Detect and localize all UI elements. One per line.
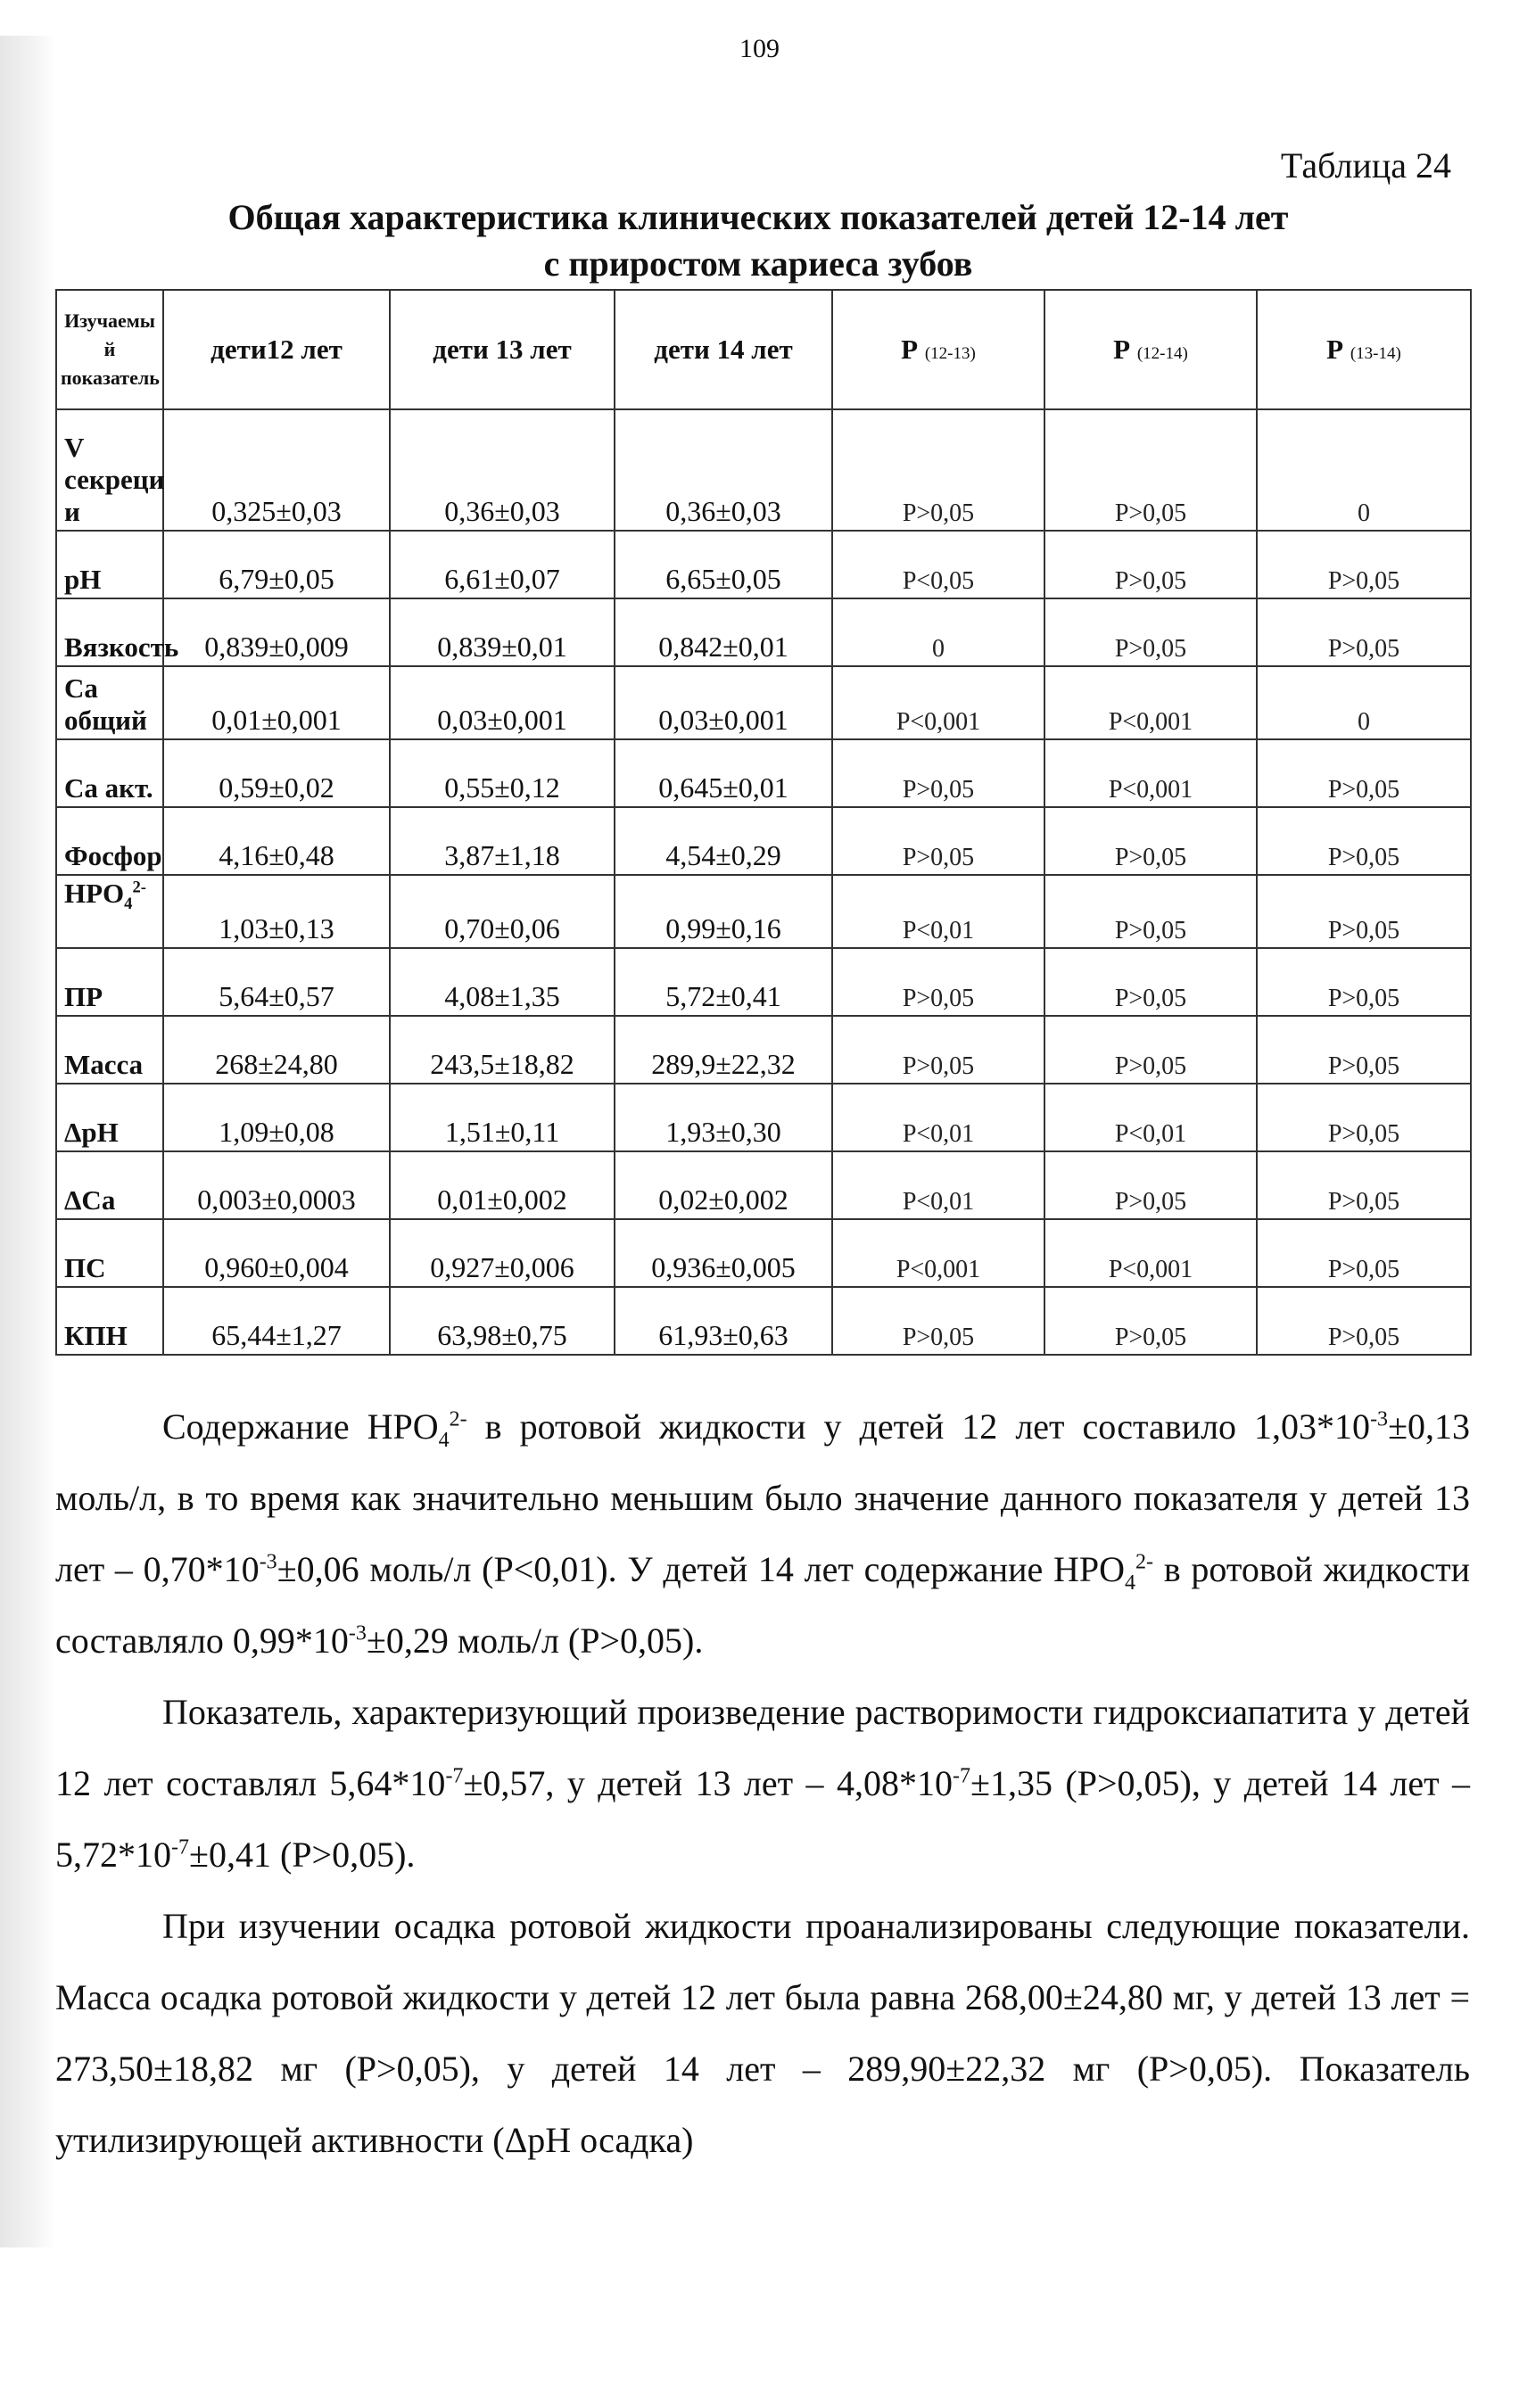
paragraph-solubility: Показатель, характеризующий произведение растворимости гидроксиапатита у детей 12 лет составлял $5,64*10^{-7}\pm 0,57$, у детей 13 лет – $4,08*10^{-7}\pm 1,35$ (Р>0,05), у детей 14 лет – $5,72*10^{-7}\pm 0,41$ (Р>0,05). xyxy=(55,1692,1470,1875)
cell-p: P>0,05 xyxy=(832,1016,1044,1084)
cell-p: P>0,05 xyxy=(1044,598,1257,666)
cell-p: P>0,05 xyxy=(1257,1151,1471,1219)
cell-value: 6,65±0,05 xyxy=(615,531,832,598)
row-label: Фосфор xyxy=(56,807,163,875)
paragraph-hpo4: Содержание $HPO_4^{2-}$ в ротовой жидкости у детей 12 лет составило $1,03*10^{-3}\pm 0,13$ моль/л, в то время как значительно меньшим было значение данного показателя у детей 13 лет – $0,70*10^{-3}\pm 0,06$ моль/л (Р<0,01). У детей 14 лет содержание $HPO_4^{2-}$ в ротовой жидкости составляло $0,99*10^{-3}\pm 0,29$ моль/л (Р>0,05). xyxy=(55,1406,1471,1661)
cell-p: P<0,001 xyxy=(832,1219,1044,1287)
cell-value: 5,72±0,41 xyxy=(615,948,832,1016)
cell-p: P>0,05 xyxy=(1257,1287,1471,1355)
paragraph-sediment: При изучении осадка ротовой жидкости проанализированы следующие показатели. Масса осадка ротовой жидкости у детей 12 лет была равна 268,00±24,80 мг, у детей 13 лет = 273,50±18,82 мг (Р>0,05), у детей 14 лет – 289,90±22,32 мг (Р>0,05). Показатель утилизирующей активности (ΔрН осадка) xyxy=(55,1906,1470,2160)
cell-value: 0,02±0,002 xyxy=(615,1151,832,1219)
row-label: КПН xyxy=(56,1287,163,1355)
table-row xyxy=(56,1287,1471,1355)
cell-value: 4,08±1,35 xyxy=(390,948,615,1016)
cell-value: 0,839±0,01 xyxy=(390,598,615,666)
cell-p: P>0,05 xyxy=(1257,807,1471,875)
cell-p: P>0,05 xyxy=(1257,531,1471,598)
cell-p: P>0,05 xyxy=(1044,409,1257,531)
cell-p: P>0,05 xyxy=(1257,598,1471,666)
cell-value: 0,70±0,06 xyxy=(390,875,615,948)
cell-value: 4,54±0,29 xyxy=(615,807,832,875)
row-label: ПС xyxy=(56,1219,163,1287)
scan-shadow xyxy=(0,36,55,2247)
cell-value: 0,645±0,01 xyxy=(615,739,832,807)
cell-value: 0,003±0,0003 xyxy=(163,1151,390,1219)
cell-p: P>0,05 xyxy=(1044,1016,1257,1084)
header-children-12: дети12 лет xyxy=(163,290,390,409)
cell-p: P>0,05 xyxy=(1044,1151,1257,1219)
table-row xyxy=(56,409,1471,531)
cell-p: P>0,05 xyxy=(1044,807,1257,875)
header-children-13: дети 13 лет xyxy=(390,290,615,409)
cell-value: 4,16±0,48 xyxy=(163,807,390,875)
cell-value: 0,03±0,001 xyxy=(390,666,615,739)
header-indicator: Изучаемы й показатель xyxy=(56,290,163,409)
cell-p: 0 xyxy=(1257,666,1471,739)
cell-value: 6,61±0,07 xyxy=(390,531,615,598)
table-row xyxy=(56,1219,1471,1287)
table-title xyxy=(125,194,1391,287)
table-row xyxy=(56,1084,1471,1151)
cell-value: 0,960±0,004 xyxy=(163,1219,390,1287)
table-caption: Таблица 24 xyxy=(1280,145,1451,186)
cell-value: 0,325±0,03 xyxy=(163,409,390,531)
page-number: 109 xyxy=(739,34,780,63)
cell-p: P>0,05 xyxy=(832,409,1044,531)
cell-p: P<0,01 xyxy=(1044,1084,1257,1151)
row-label: ΔрН xyxy=(56,1084,163,1151)
cell-p: P>0,05 xyxy=(832,1287,1044,1355)
cell-p: P>0,05 xyxy=(832,948,1044,1016)
body-text xyxy=(55,1391,1470,2176)
cell-p: P>0,05 xyxy=(1257,1016,1471,1084)
row-label: рН xyxy=(56,531,163,598)
cell-p: P<0,01 xyxy=(832,1084,1044,1151)
cell-p: P>0,05 xyxy=(1044,1287,1257,1355)
cell-p: P>0,05 xyxy=(1044,531,1257,598)
cell-p: P<0,001 xyxy=(1044,739,1257,807)
cell-value: 0,839±0,009 xyxy=(163,598,390,666)
cell-value: 0,01±0,002 xyxy=(390,1151,615,1219)
row-label: Масса xyxy=(56,1016,163,1084)
cell-value: 0,03±0,001 xyxy=(615,666,832,739)
cell-value: 0,936±0,005 xyxy=(615,1219,832,1287)
row-label: Вязкость xyxy=(56,598,163,666)
cell-p: P>0,05 xyxy=(1257,1084,1471,1151)
cell-p: P>0,05 xyxy=(1257,875,1471,948)
cell-value: 0,01±0,001 xyxy=(163,666,390,739)
header-p-13-14: Р (13-14) xyxy=(1257,290,1471,409)
header-p-12-14: Р (12-14) xyxy=(1044,290,1257,409)
cell-p: P<0,01 xyxy=(832,1151,1044,1219)
row-label: ПР xyxy=(56,948,163,1016)
row-label: ΔCa xyxy=(56,1151,163,1219)
header-p-12-13: Р (12-13) xyxy=(832,290,1044,409)
cell-value: 1,51±0,11 xyxy=(390,1084,615,1151)
row-label: V секреци и xyxy=(56,409,163,531)
cell-value: 5,64±0,57 xyxy=(163,948,390,1016)
cell-value: 0,842±0,01 xyxy=(615,598,832,666)
cell-p: P>0,05 xyxy=(1257,948,1471,1016)
cell-p: P<0,001 xyxy=(832,666,1044,739)
cell-value: 268±24,80 xyxy=(163,1016,390,1084)
cell-value: 0,59±0,02 xyxy=(163,739,390,807)
table-row xyxy=(56,1151,1471,1219)
cell-p: P>0,05 xyxy=(1044,875,1257,948)
cell-value: 0,55±0,12 xyxy=(390,739,615,807)
cell-p: P>0,05 xyxy=(832,739,1044,807)
table-header-row xyxy=(56,290,1471,409)
cell-p: P>0,05 xyxy=(1257,1219,1471,1287)
table-row xyxy=(56,598,1471,666)
cell-p: P>0,05 xyxy=(832,807,1044,875)
cell-p: P<0,001 xyxy=(1044,1219,1257,1287)
table-row xyxy=(56,739,1471,807)
table-row xyxy=(56,875,1471,948)
cell-p: P<0,01 xyxy=(832,875,1044,948)
cell-value: 61,93±0,63 xyxy=(615,1287,832,1355)
cell-value: 6,79±0,05 xyxy=(163,531,390,598)
row-label: Са акт. xyxy=(56,739,163,807)
cell-value: 0,36±0,03 xyxy=(615,409,832,531)
table-row xyxy=(56,948,1471,1016)
clinical-indicators-table xyxy=(55,289,1472,1356)
row-label: Са общий xyxy=(56,666,163,739)
cell-p: 0 xyxy=(832,598,1044,666)
table-row xyxy=(56,531,1471,598)
table-row xyxy=(56,1016,1471,1084)
cell-value: 0,36±0,03 xyxy=(390,409,615,531)
cell-value: 3,87±1,18 xyxy=(390,807,615,875)
table-row xyxy=(56,666,1471,739)
header-children-14: дети 14 лет xyxy=(615,290,832,409)
cell-value: 1,09±0,08 xyxy=(163,1084,390,1151)
table-title-line-1: Общая характеристика клинических показателей детей 12-14 лет xyxy=(227,197,1289,237)
table-title-line-2: с приростом кариеса зубов xyxy=(543,243,973,284)
row-label: $HPO_4^{2-}$ xyxy=(56,875,163,948)
cell-value: 1,03±0,13 xyxy=(163,875,390,948)
cell-value: 65,44±1,27 xyxy=(163,1287,390,1355)
table-row xyxy=(56,807,1471,875)
cell-value: 243,5±18,82 xyxy=(390,1016,615,1084)
cell-value: 289,9±22,32 xyxy=(615,1016,832,1084)
cell-p: P<0,05 xyxy=(832,531,1044,598)
cell-p: P>0,05 xyxy=(1257,739,1471,807)
cell-value: 0,927±0,006 xyxy=(390,1219,615,1287)
cell-value: 63,98±0,75 xyxy=(390,1287,615,1355)
cell-value: 1,93±0,30 xyxy=(615,1084,832,1151)
cell-p: 0 xyxy=(1257,409,1471,531)
cell-p: P>0,05 xyxy=(1044,948,1257,1016)
cell-value: 0,99±0,16 xyxy=(615,875,832,948)
cell-p: P<0,001 xyxy=(1044,666,1257,739)
